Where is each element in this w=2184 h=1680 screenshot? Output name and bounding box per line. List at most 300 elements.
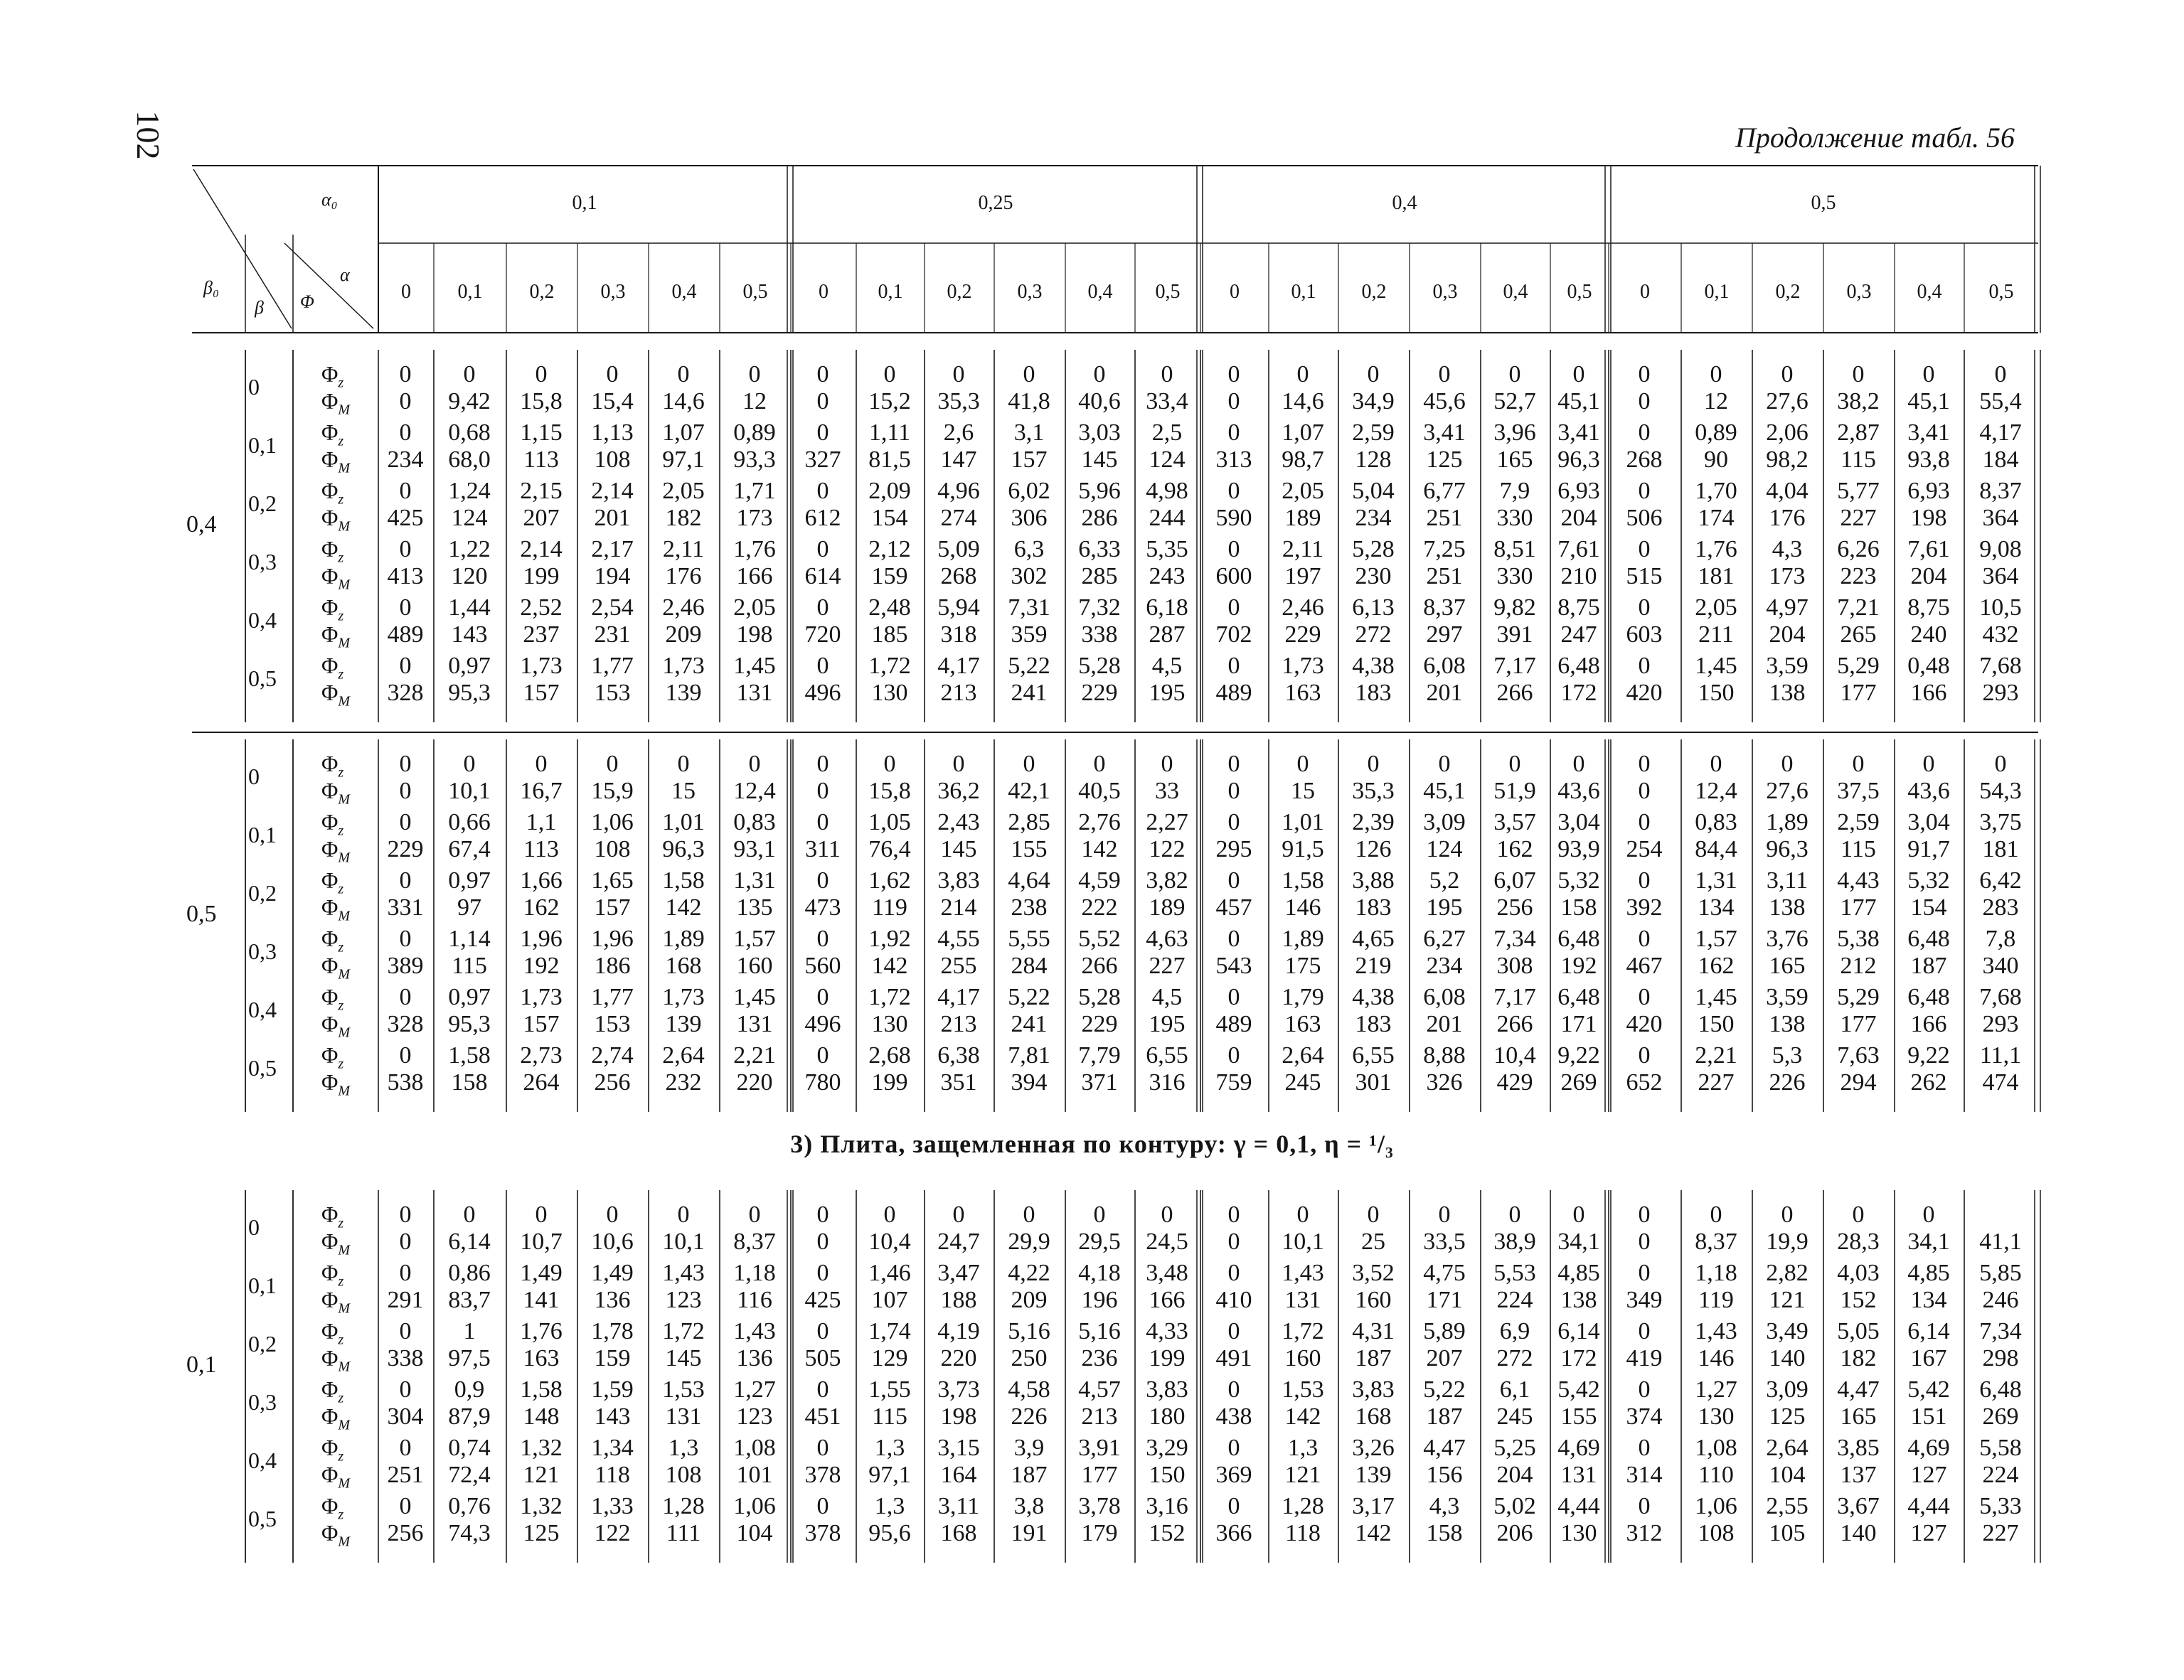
- phi-z-cell: 1,77: [591, 984, 634, 1010]
- phi-z-cell: 5,85: [1979, 1260, 2022, 1286]
- phi-m-cell: 45,1: [1907, 388, 1950, 414]
- phi-z-cell: 5,29: [1837, 984, 1880, 1010]
- phi-m-cell: 140: [1769, 1345, 1806, 1371]
- phi-symbol: Φ: [321, 809, 339, 835]
- phi-m-cell: 177: [1840, 894, 1877, 921]
- phi-z-cell: 0: [399, 1376, 412, 1403]
- phi-z-cell: 0: [1572, 361, 1585, 387]
- phi-subscript: z: [338, 1056, 344, 1072]
- phi-m-cell: 166: [1149, 1287, 1186, 1313]
- alpha-value: 0,5: [742, 281, 768, 303]
- phi-z-cell: 0: [816, 478, 829, 504]
- phi-z-cell: 0: [399, 594, 412, 621]
- phi-m-cell: 163: [1284, 680, 1321, 706]
- phi-z-cell: 0: [1227, 1260, 1240, 1286]
- phi-z-cell: 0,83: [1695, 809, 1737, 835]
- phi-m-cell: 181: [1698, 563, 1735, 589]
- phi-z-cell: 0: [1023, 751, 1035, 777]
- phi-m-cell: 10,6: [591, 1229, 634, 1255]
- phi-z-cell: 3,49: [1766, 1318, 1809, 1344]
- phi-m-cell: 199: [871, 1069, 908, 1096]
- phi-subscript: M: [338, 850, 351, 866]
- phi-m-cell: 600: [1215, 563, 1252, 589]
- phi-z-cell: 1,45: [1695, 984, 1737, 1010]
- phi-m-cell: 142: [1284, 1403, 1321, 1430]
- phi-m-cell: 76,4: [868, 836, 911, 862]
- phi-z-cell: 4,69: [1557, 1435, 1600, 1461]
- phi-z-cell: 0: [1572, 1202, 1585, 1228]
- phi-m-cell: 201: [594, 505, 631, 531]
- phi-m-cell: 146: [1698, 1345, 1735, 1371]
- alpha-value: 0: [1230, 281, 1240, 303]
- phi-m-cell: 181: [1982, 836, 2019, 862]
- phi-m-cell: 209: [1011, 1287, 1048, 1313]
- phi-m-cell: 227: [1698, 1069, 1735, 1096]
- phi-z-cell: 3,59: [1766, 984, 1809, 1010]
- phi-m-cell: 113: [523, 836, 559, 862]
- phi-m-cell: 180: [1149, 1403, 1186, 1430]
- phi-m-label: [321, 1230, 350, 1257]
- phi-m-cell: 0: [1638, 778, 1651, 804]
- phi-z-cell: 1,73: [1282, 653, 1324, 679]
- phi-m-cell: 429: [1496, 1069, 1533, 1096]
- phi-z-cell: 0: [1638, 1042, 1651, 1069]
- phi-z-cell: 0: [399, 984, 412, 1010]
- phi-z-cell: 5,3: [1772, 1042, 1803, 1069]
- phi-m-cell: 238: [1011, 894, 1048, 921]
- phi-z-cell: 1,46: [868, 1260, 911, 1286]
- phi-m-cell: 0: [1638, 388, 1651, 414]
- phi-z-cell: 4,59: [1078, 867, 1121, 894]
- phi-symbol: Φ: [321, 1287, 339, 1312]
- phi-m-cell: 227: [1982, 1520, 2019, 1546]
- phi-m-cell: 438: [1215, 1403, 1252, 1430]
- phi-z-cell: 5,52: [1078, 926, 1121, 952]
- phi-m-cell: 140: [1840, 1520, 1877, 1546]
- phi-z-cell: 1,49: [591, 1260, 634, 1286]
- phi-m-cell: 590: [1215, 505, 1252, 531]
- phi-z-cell: 1,77: [591, 653, 634, 679]
- phi-z-cell: 0: [1093, 1202, 1106, 1228]
- phi-z-cell: 0: [1852, 751, 1865, 777]
- phi-m-cell: 196: [1081, 1287, 1118, 1313]
- phi-m-cell: 131: [665, 1403, 702, 1430]
- phi-m-cell: 134: [1910, 1287, 1947, 1313]
- phi-z-cell: 6,48: [1557, 926, 1600, 952]
- phi-subscript: z: [338, 1215, 344, 1231]
- phi-z-cell: 3,83: [937, 867, 980, 894]
- phi-z-cell: 4,75: [1423, 1260, 1466, 1286]
- phi-m-cell: 204: [1910, 563, 1947, 589]
- phi-m-cell: 27,6: [1766, 778, 1809, 804]
- alpha-value: 0: [401, 281, 411, 303]
- phi-z-cell: 1,57: [733, 926, 776, 952]
- phi-m-cell: 28,3: [1837, 1229, 1880, 1255]
- phi-z-cell: 3,85: [1837, 1435, 1880, 1461]
- phi-z-cell: 7,34: [1979, 1318, 2022, 1344]
- phi-m-cell: 182: [1840, 1345, 1877, 1371]
- phi-m-cell: 195: [1426, 894, 1463, 921]
- phi-m-cell: 204: [1560, 505, 1597, 531]
- phi-z-cell: 0: [1227, 419, 1240, 446]
- phi-z-cell: 0: [1227, 536, 1240, 562]
- phi-m-cell: 126: [1355, 836, 1392, 862]
- phi-z-cell: 0: [1781, 1202, 1794, 1228]
- phi-m-cell: 153: [594, 680, 631, 706]
- phi-z-cell: 6,14: [1557, 1318, 1600, 1344]
- phi-z-cell: 0: [1922, 751, 1935, 777]
- phi-m-cell: 349: [1626, 1287, 1663, 1313]
- phi-m-cell: 256: [1496, 894, 1533, 921]
- phi-z-cell: 2,52: [520, 594, 563, 621]
- phi-z-cell: 0: [677, 1202, 690, 1228]
- phi-z-cell: 6,13: [1352, 594, 1395, 621]
- phi-z-cell: 0: [1638, 1493, 1651, 1519]
- beta-value: 0: [248, 764, 260, 789]
- phi-z-cell: 0: [816, 867, 829, 894]
- phi-z-cell: 0: [1161, 1202, 1173, 1228]
- phi-m-cell: 138: [1769, 680, 1806, 706]
- phi-z-cell: 3,48: [1146, 1260, 1188, 1286]
- phi-m-cell: 119: [872, 894, 907, 921]
- phi-z-cell: 2,6: [943, 419, 974, 446]
- phi-z-cell: 1,43: [733, 1318, 776, 1344]
- beta-value: 0,5: [248, 1055, 277, 1081]
- phi-z-cell: 2,21: [1695, 1042, 1737, 1069]
- phi-z-cell: 0: [1638, 1202, 1651, 1228]
- phi-z-cell: 0: [399, 1318, 412, 1344]
- phi-z-cell: 1,92: [868, 926, 911, 952]
- phi-z-cell: 1,72: [868, 984, 911, 1010]
- phi-m-cell: 15: [1291, 778, 1315, 804]
- phi-z-cell: 8,37: [1979, 478, 2022, 504]
- phi-m-label: [321, 1521, 350, 1548]
- phi-z-cell: 0: [816, 594, 829, 621]
- phi-symbol: Φ: [321, 1403, 339, 1429]
- phi-m-cell: 158: [1426, 1520, 1463, 1546]
- phi-m-cell: 176: [1769, 505, 1806, 531]
- phi-m-cell: 15,9: [591, 778, 634, 804]
- phi-symbol: Φ: [321, 926, 339, 951]
- phi-m-cell: 34,1: [1557, 1229, 1600, 1255]
- phi-symbol: Φ: [321, 1520, 339, 1546]
- phi-z-cell: 1,76: [733, 536, 776, 562]
- phi-m-cell: 113: [523, 446, 559, 473]
- phi-z-cell: 1,96: [520, 926, 563, 952]
- phi-m-cell: 147: [940, 446, 977, 473]
- phi-m-cell: 166: [1910, 1011, 1947, 1037]
- phi-m-cell: 247: [1560, 621, 1597, 648]
- phi-m-cell: 159: [594, 1345, 631, 1371]
- phi-m-cell: 198: [736, 621, 773, 648]
- phi-z-cell: 0,76: [448, 1493, 491, 1519]
- phi-z-cell: 5,94: [937, 594, 980, 621]
- phi-z-cell: 0: [1638, 1376, 1651, 1403]
- phi-z-cell: 1,70: [1695, 478, 1737, 504]
- phi-subscript: M: [338, 908, 351, 924]
- phi-z-cell: 0: [1710, 1202, 1722, 1228]
- phi-z-cell: 3,03: [1078, 419, 1121, 446]
- phi-z-cell: 0: [816, 361, 829, 387]
- phi-subscript: z: [338, 997, 344, 1014]
- phi-m-cell: 154: [871, 505, 908, 531]
- phi-z-cell: 3,57: [1493, 809, 1536, 835]
- alpha-value: 0,1: [1291, 281, 1316, 303]
- phi-z-cell: 1,58: [520, 1376, 563, 1403]
- phi-z-cell: 0: [816, 653, 829, 679]
- phi-z-cell: 0: [1781, 751, 1794, 777]
- phi-m-cell: 306: [1011, 505, 1048, 531]
- phi-z-cell: 6,14: [1907, 1318, 1950, 1344]
- phi-z-cell: 5,32: [1557, 867, 1600, 894]
- phi-z-cell: 0: [1922, 1202, 1935, 1228]
- phi-z-label: [321, 363, 343, 390]
- phi-z-cell: 3,47: [937, 1260, 980, 1286]
- phi-m-cell: 226: [1011, 1403, 1048, 1430]
- phi-z-cell: 2,64: [662, 1042, 705, 1069]
- phi-z-cell: 4,19: [937, 1318, 980, 1344]
- phi-z-cell: 0: [1638, 594, 1651, 621]
- phi-m-cell: 220: [736, 1069, 773, 1096]
- phi-m-cell: 153: [594, 1011, 631, 1037]
- phi-m-cell: 176: [665, 563, 702, 589]
- phi-symbol: Φ: [321, 1042, 339, 1068]
- phi-subscript: z: [338, 939, 344, 956]
- beta-value: 0,3: [248, 938, 277, 964]
- phi-m-cell: 285: [1081, 563, 1118, 589]
- phi-z-cell: 0: [952, 751, 965, 777]
- phi-z-cell: 5,22: [1008, 653, 1050, 679]
- phi-z-cell: 4,03: [1837, 1260, 1880, 1286]
- phi-z-cell: 3,73: [937, 1376, 980, 1403]
- phi-m-cell: 177: [1840, 1011, 1877, 1037]
- phi-z-cell: 6,77: [1423, 478, 1466, 504]
- phi-z-cell: 0: [816, 1318, 829, 1344]
- phi-z-cell: 0: [1227, 809, 1240, 835]
- phi-z-cell: 7,9: [1499, 478, 1530, 504]
- phi-z-cell: 0: [399, 478, 412, 504]
- phi-z-cell: 5,16: [1078, 1318, 1121, 1344]
- phi-z-cell: 0: [1638, 1260, 1651, 1286]
- phi-m-cell: 413: [387, 563, 424, 589]
- phi-z-cell: 2,64: [1766, 1435, 1809, 1461]
- phi-z-label: [321, 1320, 343, 1347]
- phi-z-cell: 9,82: [1493, 594, 1536, 621]
- phi-subscript: z: [338, 433, 344, 449]
- phi-z-cell: 1,74: [868, 1318, 911, 1344]
- phi-m-cell: 12,4: [733, 778, 776, 804]
- phi-m-cell: 172: [1560, 1345, 1597, 1371]
- phi-z-cell: 0: [399, 419, 412, 446]
- phi-m-cell: 72,4: [448, 1462, 491, 1488]
- phi-z-cell: 2,21: [733, 1042, 776, 1069]
- phi-m-cell: 284: [1011, 953, 1048, 979]
- phi-m-cell: 0: [1227, 388, 1240, 414]
- alpha-value: 0,2: [529, 281, 555, 303]
- phi-m-cell: 266: [1496, 680, 1533, 706]
- phi-z-label: [321, 752, 343, 779]
- phi-m-cell: 230: [1355, 563, 1392, 589]
- phi-m-cell: 302: [1011, 563, 1048, 589]
- phi-m-cell: 177: [1840, 680, 1877, 706]
- phi-m-cell: 118: [595, 1462, 630, 1488]
- phi-z-cell: 6,48: [1557, 984, 1600, 1010]
- phi-m-cell: 204: [1769, 621, 1806, 648]
- phi-z-cell: 0: [1227, 361, 1240, 387]
- phi-m-cell: 55,4: [1979, 388, 2022, 414]
- phi-z-cell: 6,08: [1423, 984, 1466, 1010]
- phi-m-cell: 378: [804, 1462, 841, 1488]
- phi-m-cell: 8,37: [733, 1229, 776, 1255]
- phi-m-label: [321, 838, 350, 865]
- phi-m-cell: 167: [1910, 1345, 1947, 1371]
- phi-subscript: z: [338, 375, 344, 391]
- phi-m-cell: 14,6: [662, 388, 705, 414]
- phi-m-cell: 157: [523, 680, 560, 706]
- phi-z-cell: 5,29: [1837, 653, 1880, 679]
- phi-m-label: [321, 681, 350, 708]
- alpha-value: 0,4: [1503, 281, 1528, 303]
- phi-m-cell: 130: [1698, 1403, 1735, 1430]
- phi-symbol: Φ: [321, 388, 339, 414]
- phi-m-cell: 224: [1496, 1287, 1533, 1313]
- phi-z-cell: 4,38: [1352, 653, 1395, 679]
- phi-subscript: M: [338, 791, 351, 808]
- phi-z-cell: 3,04: [1557, 809, 1600, 835]
- phi-z-cell: 0: [1227, 984, 1240, 1010]
- phi-z-cell: 3,9: [1013, 1435, 1045, 1461]
- phi-m-cell: 10,1: [662, 1229, 705, 1255]
- phi-z-cell: 2,15: [520, 478, 563, 504]
- phi-z-cell: 3,11: [937, 1493, 980, 1519]
- phi-z-cell: 1,08: [733, 1435, 776, 1461]
- phi-m-cell: 136: [736, 1345, 773, 1371]
- phi-m-cell: 294: [1840, 1069, 1877, 1096]
- phi-z-cell: 0: [535, 361, 548, 387]
- phi-m-cell: 116: [737, 1287, 772, 1313]
- phi-z-cell: 4,17: [937, 984, 980, 1010]
- phi-z-cell: 10,4: [1493, 1042, 1536, 1069]
- phi-z-cell: 0: [1296, 1202, 1309, 1228]
- phi-m-cell: 187: [1011, 1462, 1048, 1488]
- phi-z-cell: 1,3: [1287, 1435, 1319, 1461]
- alpha-value: 0,2: [947, 281, 972, 303]
- phi-m-cell: 145: [940, 836, 977, 862]
- phi-m-cell: 175: [1284, 953, 1321, 979]
- phi-z-cell: 4,63: [1146, 926, 1188, 952]
- phi-m-cell: 45,1: [1423, 778, 1466, 804]
- phi-m-cell: 201: [1426, 680, 1463, 706]
- phi-z-cell: 0: [816, 751, 829, 777]
- phi-m-cell: 268: [940, 563, 977, 589]
- phi-m-cell: 177: [1081, 1462, 1118, 1488]
- phi-z-cell: 0: [816, 1260, 829, 1286]
- phi-m-cell: 195: [1149, 680, 1186, 706]
- phi-m-label: [321, 1405, 350, 1432]
- phi-m-cell: 227: [1840, 505, 1877, 531]
- phi-z-cell: 4,58: [1008, 1376, 1050, 1403]
- phi-z-cell: 0: [1638, 984, 1651, 1010]
- phi-z-cell: 4,85: [1557, 1260, 1600, 1286]
- beta0-label: β₀: [203, 277, 219, 298]
- phi-m-cell: 318: [940, 621, 977, 648]
- phi-z-cell: 0: [952, 1202, 965, 1228]
- phi-m-cell: 125: [1426, 446, 1463, 473]
- phi-z-cell: 0: [399, 867, 412, 894]
- phi-m-cell: 311: [805, 836, 841, 862]
- phi-z-cell: 3,41: [1423, 419, 1466, 446]
- phi-m-cell: 187: [1426, 1403, 1463, 1430]
- phi-subscript: M: [338, 1083, 351, 1099]
- phi-m-cell: 185: [871, 621, 908, 648]
- phi-z-cell: 0: [399, 809, 412, 835]
- phi-z-label: [321, 1261, 343, 1288]
- phi-z-cell: 3,8: [1013, 1493, 1045, 1519]
- phi-z-cell: 1,3: [668, 1435, 699, 1461]
- phi-z-cell: 0: [399, 653, 412, 679]
- alpha-value: 0,4: [1917, 281, 1942, 303]
- phi-z-cell: 0,97: [448, 653, 491, 679]
- phi-symbol: Φ: [321, 563, 339, 589]
- phi-m-cell: 138: [1769, 1011, 1806, 1037]
- section-title: 3) Плита, защемленная по контуру: γ = 0,1, η = ¹/₃: [790, 1130, 1394, 1158]
- beta0-value: 0,4: [186, 511, 217, 537]
- phi-m-cell: 457: [1215, 894, 1252, 921]
- alpha-value: 0,2: [1775, 281, 1801, 303]
- phi-z-cell: 1,14: [448, 926, 491, 952]
- phi-m-cell: 213: [940, 1011, 977, 1037]
- phi-z-cell: 4,96: [937, 478, 980, 504]
- phi-m-cell: 234: [1355, 505, 1392, 531]
- phi-m-cell: 0: [399, 388, 412, 414]
- phi-z-cell: 5,22: [1423, 1376, 1466, 1403]
- phi-m-cell: 91,7: [1907, 836, 1950, 862]
- phi-symbol: Φ: [321, 505, 339, 530]
- phi-m-cell: 43,6: [1557, 778, 1600, 804]
- phi-z-cell: 5,09: [937, 536, 980, 562]
- phi-m-cell: 157: [1011, 446, 1048, 473]
- phi-m-cell: 136: [594, 1287, 631, 1313]
- phi-z-cell: 0: [816, 1202, 829, 1228]
- phi-z-cell: 0: [1508, 361, 1521, 387]
- phi-m-cell: 14,6: [1282, 388, 1324, 414]
- phi-m-cell: 10,7: [520, 1229, 563, 1255]
- phi-subscript: M: [338, 1475, 351, 1492]
- phi-z-cell: 2,17: [591, 536, 634, 562]
- beta-value: 0,2: [248, 1331, 277, 1357]
- phi-m-cell: 134: [1698, 894, 1735, 921]
- phi-m-cell: 122: [1149, 836, 1186, 862]
- phi-m-cell: 124: [1149, 446, 1186, 473]
- phi-m-cell: 612: [804, 505, 841, 531]
- phi-m-cell: 139: [665, 680, 702, 706]
- beta0-value: 0,5: [186, 901, 217, 927]
- phi-m-cell: 206: [1496, 1520, 1533, 1546]
- phi-z-cell: 1,43: [1695, 1318, 1737, 1344]
- phi-symbol: Φ: [321, 1318, 339, 1344]
- phi-z-cell: 3,83: [1146, 1376, 1188, 1403]
- phi-m-label: [321, 779, 350, 806]
- phi-z-cell: 3,09: [1766, 1376, 1809, 1403]
- phi-m-cell: 293: [1982, 680, 2019, 706]
- phi-z-cell: 7,17: [1493, 653, 1536, 679]
- phi-m-cell: 451: [804, 1403, 841, 1430]
- phi-z-cell: 5,33: [1979, 1493, 2022, 1519]
- phi-z-cell: 2,12: [868, 536, 911, 562]
- phi-m-cell: 543: [1215, 953, 1252, 979]
- beta-value: 0,4: [248, 997, 277, 1022]
- phi-m-cell: 293: [1982, 1011, 2019, 1037]
